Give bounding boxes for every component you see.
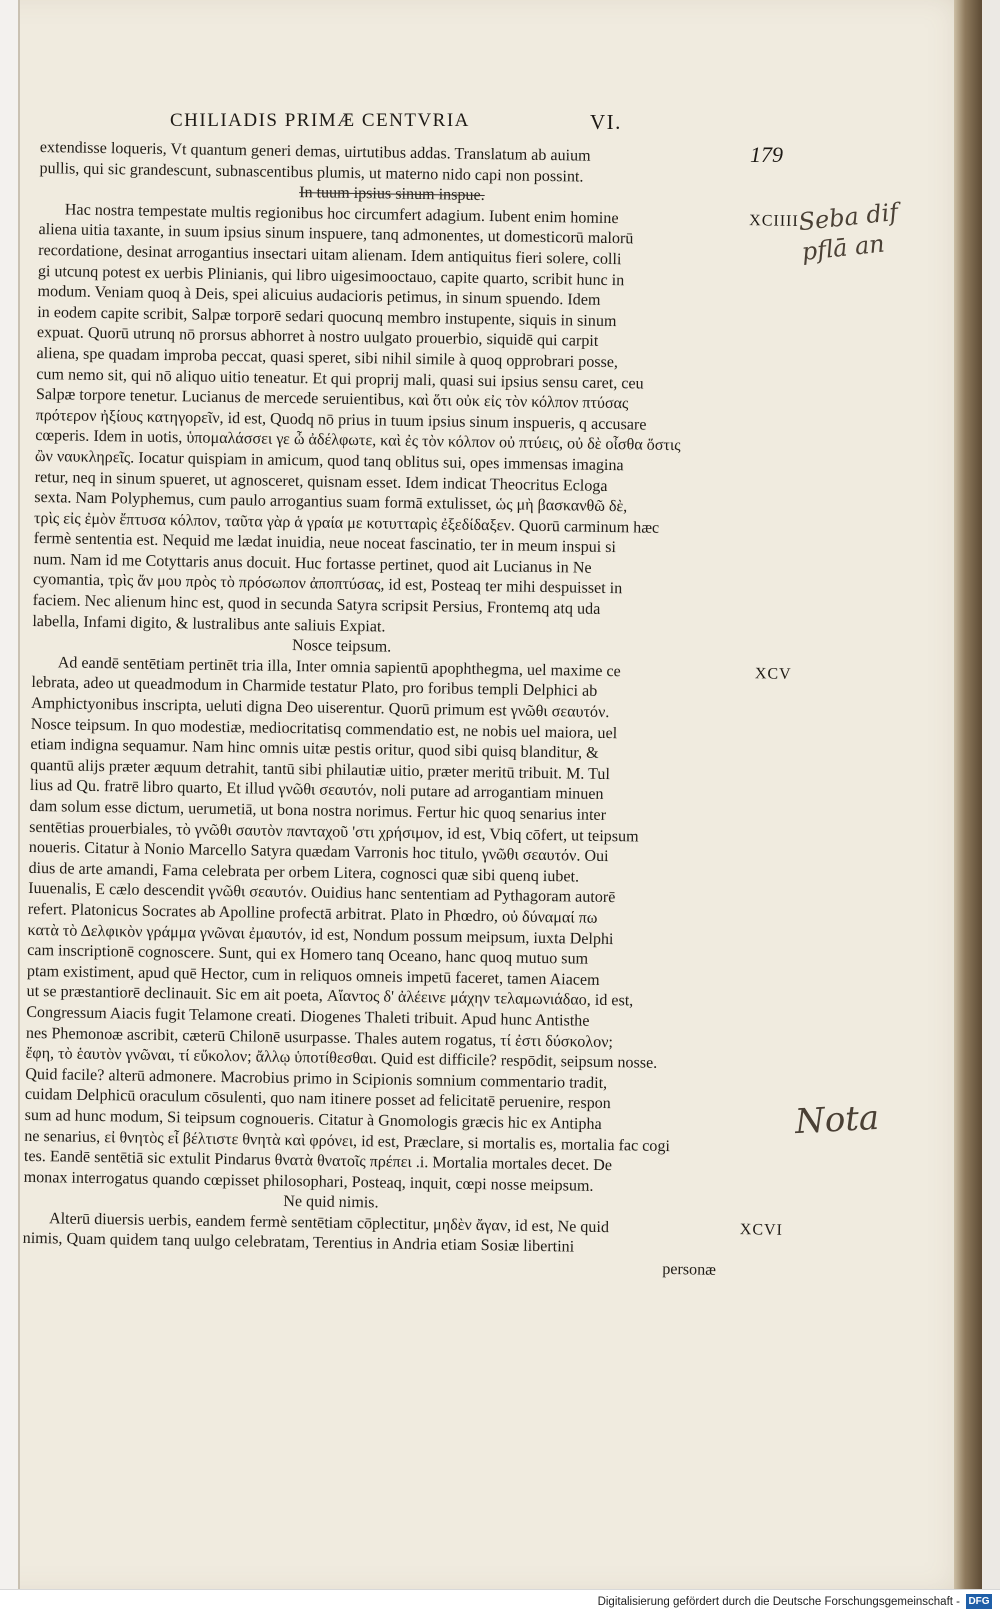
dfg-logo: DFG	[966, 1594, 992, 1609]
text-line: πρότερον ἠξίους κατηγορεῖν, id est, Quodq nō prius in tuum ipsius sinum inspueris, q accusare	[35, 406, 647, 434]
text-line: cum nemo sit, qui nō aliquo uitio teneatur. Et qui proprij mali, quasi sui ipsius sensu caret, ceu	[36, 365, 644, 393]
text-line: extendisse loqueris, Vt quantum generi demas, uirtutibus addas. Translatum ab auium	[39, 138, 591, 165]
text-line: gi utcunq potest ex uerbis Plinianis, qui libro uigesimooctauo, capite quarto, scribit hunc in	[37, 262, 625, 289]
text-line: ptam existiment, apud quē Hector, cum in reliquos omneis impetū faceret, tamen Aiacem	[26, 962, 600, 989]
text-line: quantū alijs præter æquum detrahit, tantū sibi philautiæ uitio, præter meritū tribuit. M. Tul	[30, 756, 611, 783]
text-line: dius de arte amandi, Fama celebrata per orbem Litera, cognosci quæ sibi quenq iubet.	[28, 859, 580, 886]
text-line: Nosce teipsum. In quo modestiæ, mediocritatisq commendatio est, ne nobis uel maiora, uel	[30, 715, 618, 742]
margin-note-handwritten	[797, 197, 903, 267]
text-line: dam solum esse dictum, uerumetiā, ut bona nostra norimus. Fertur hic quoq senarius inter	[29, 797, 607, 824]
text-line: aliena, spe quadam improba peccat, quasi speret, sibi nihil simile à quoq opprobrari posse,	[36, 344, 619, 372]
text-line: cyomantia, τρὶς ἄν μου πρὸς τὸ πρόσωπον ἀποπτύσας, id est, Posteaq ter mihi despuisset in	[32, 571, 623, 598]
text-line: Iuuenalis, E cælo descendit γνῶθι σεαυτόν. Ouidius hanc sententiam ad Pythagoram autorē	[28, 880, 616, 907]
text-line: cœperis. Idem in uotis, ὑπομαλάσσει γε ὦ ἀδέλφωτε, καὶ ἐς τὸν κόλπον οὐ πτύεις, οὐ δὲ οἶσθα ὅστις	[35, 427, 681, 455]
margin-note-line: Seba dif	[797, 197, 900, 237]
text-line: lius ad Qu. fratrē libro quarto, Et illud γνῶθι σεαυτόν, noli putare ad arrogantiam minuen	[29, 777, 604, 804]
text-line: refert. Platonicus Socrates ab Apolline profectā arbitrat. Plato in Phœdro, οὐ δύναμαί πω	[27, 900, 598, 927]
text-line: ἔφη, τὸ ἑαυτὸν γνῶναι, τί εὔκολον; ἄλλῳ ὑποτίθεσθαι. Quid est difficile? respōdit, seipsum nosse.	[25, 1045, 658, 1072]
text-line: fermè sententia est. Nequid me lædat inuidia, neue noceat fascinatio, ter in meum inspui si	[33, 530, 617, 557]
running-head	[170, 110, 770, 132]
text-line: lebrata, adeo ut queadmodum in Charmide testatur Plato, pro foribus templi Delphici ab	[31, 674, 598, 701]
text-line: ὢν ναυκληρεῖς. Iocatur quispiam in amicum, quod tanq oblitus sui, opes immensas imagina	[34, 447, 624, 475]
text-line: cam inscriptionē cognoscere. Sunt, qui ex Homero tanq Oceano, hanc quoq mutuo sum	[27, 942, 589, 968]
text-line: ne senarius, εἰ θνητὸς εἶ βέλτιστε θνητὰ καὶ φρόνει, id est, Præclare, si mortalis es, mortalia fac cogi	[24, 1127, 671, 1155]
text-line: Ad eandē sentētiam pertinēt tria illa, Inter omnia sapientū apophthegma, uel maxime ce	[57, 654, 621, 681]
text-line: Quid facile? alterū admonere. Macrobius primo in Scipionis somnium commentario tradit,	[25, 1065, 608, 1092]
text-line: sentētias prouerbiales, τὸ γνῶθι σαυτὸν πανταχοῦ 'στι χρήσιμον, id est, Vbiq cōfert, ut teipsum	[29, 818, 639, 846]
text-line: Congressum Aiacis fugit Telamone creati. Diogenes Thaleti tribuit. Apud hunc Antisthe	[26, 1003, 590, 1030]
text-line: etiam indigna sequamur. Nam hinc omnis uitæ pestis oritur, quod sibi quisq blanditur, &	[30, 736, 599, 763]
text-line: nimis, Quam quidem tanq uulgo celebratam, Terentius in Andria etiam Sosiæ libertini	[22, 1230, 575, 1256]
adage-numeral: XCIIII	[749, 211, 799, 230]
running-head-title: CHILIADIS PRIMÆ CENTVRIA	[170, 110, 470, 131]
text-line: retur, neq in sinum spueret, ut agnosceret, quisnam esset. Idem indicat Theocritus Ecloga	[34, 468, 608, 495]
adage-numeral: XCVI	[739, 1221, 784, 1239]
adage-numeral: XCV	[754, 665, 792, 683]
text-line: nes Phemonoæ ascribit, cæterū Chilonē usurpasse. Thales autem rogatus, τί ἐστι δύσκολον;	[25, 1024, 614, 1051]
margin-note-line: pflā an	[800, 229, 886, 267]
text-line: in eodem capite scribit, Salpæ torporē sedari quocunq membro instupente, siquis in sinum	[37, 303, 617, 330]
text-line: num. Nam id me Cotyttaris anus docuit. Huc fortasse pertinet, quod ait Lucianus in Ne	[33, 550, 592, 577]
text-line: ut se præstantiorē declinauit. Sic em ait poeta, Αἴαντος δ' ἀλέεινε μάχην τελαμωνιάδαο, id est,	[26, 983, 634, 1010]
margin-note-nota: Nota	[794, 1097, 881, 1143]
text-line: recordatione, desinat arrogantius insectari uitam alienam. Idem antiquitus fieri solere, colli	[38, 241, 622, 269]
text-line: cuidam Delphicū oraculum cōsulenti, quo nam itinere posset ad felicitatē peruenire, respon	[24, 1086, 611, 1113]
text-line: τρὶς εἰς ἐμὸν ἔπτυσα κόλπον, ταῦτα γὰρ ἁ γραία με κοτυτταρὶς ἐξεδίδαξεν. Quorū carminum hæc	[33, 509, 660, 537]
text-line: aliena uitia taxante, in suum ipsius sinum inspuere, tanq admonentes, ut domesticorū malorū	[38, 221, 634, 248]
text-line: expuat. Quorū utrunq nō prorsus abhorret à nostro uulgato prouerbio, siquidē qui carpit	[36, 324, 599, 351]
text-line: noueris. Citatur à Nonio Marcello Satyra quædam Varronis hoc titulo, γνῶθι σεαυτόν. Oui	[28, 839, 609, 866]
text-line: faciem. Nec alienum hinc est, quod in secunda Satyra scripsit Persius, Frontemq atq uda	[32, 592, 601, 618]
footer-bar	[0, 1589, 1000, 1612]
text-line: Nosce teipsum.	[291, 637, 392, 656]
text-line: In tuum ipsius sinum inspue.	[299, 184, 485, 205]
footer-credit: Digitalisierung gefördert durch die Deutsche Forschungsgemeinschaft -	[597, 1596, 960, 1608]
text-line: Alterū diuersis uerbis, eandem fermè sentētiam cōplectitur, μηδὲν ἄγαν, id est, Ne quid	[48, 1210, 610, 1236]
text-line: tes. Eandē sentētiā sic extulit Pindarus θνατὰ θνατοῖς πρέπει .i. Mortalia mortales decet. De	[23, 1147, 613, 1175]
text-line: personæ	[662, 1260, 717, 1279]
text-line: κατὰ τὸ Δελφικὸν γράμμα γνῶναι ἐμαυτόν, id est, Nondum possum meipsum, iuxta Delphi	[27, 921, 614, 948]
page-edge	[954, 0, 982, 1590]
text-line: pullis, qui sic grandescunt, subnascentibus plumis, ut materno nido capi non possint.	[39, 159, 584, 186]
text-line: Ne quid nimis.	[283, 1193, 379, 1212]
text-line: modum. Veniam quoq à Deis, spei alicuius audacioris petimus, in sinum spuendo. Idem	[37, 283, 601, 309]
page-number: 179	[750, 142, 783, 167]
text-line: sum ad hunc modum, Si teipsum cognoueris. Citatur à Gnomologis græcis hic ex Antipha	[24, 1106, 602, 1133]
text-line: Hac nostra tempestate multis regionibus hoc circumfert adagium. Iubent enim homine	[64, 201, 619, 227]
text-line: sexta. Nam Polyphemus, cum paulo arrogantius suam formā extulisset, ὡς μὴ βασκανθῶ δὲ,	[34, 489, 628, 516]
text-line: monax interrogatus quando cœpisset philosophari, Posteaq, inquit, cœpi nosse meipsum.	[23, 1168, 594, 1195]
text-line: Salpæ torpore tenetur. Lucianus de mercede seruientibus, καὶ ὅτι οὐκ εἰς τὸν κόλπον πτύσας	[35, 386, 629, 413]
text-line: Amphictyonibus inscripta, ueluti digna Deo uiserentur. Quorū primum est γνῶθι σεαυτόν.	[30, 694, 610, 722]
text-line: labella, Infami digito, & lustralibus ante saliuis Expiat.	[32, 612, 386, 636]
centuria-number: VI.	[590, 110, 622, 134]
text-block	[22, 138, 799, 1282]
